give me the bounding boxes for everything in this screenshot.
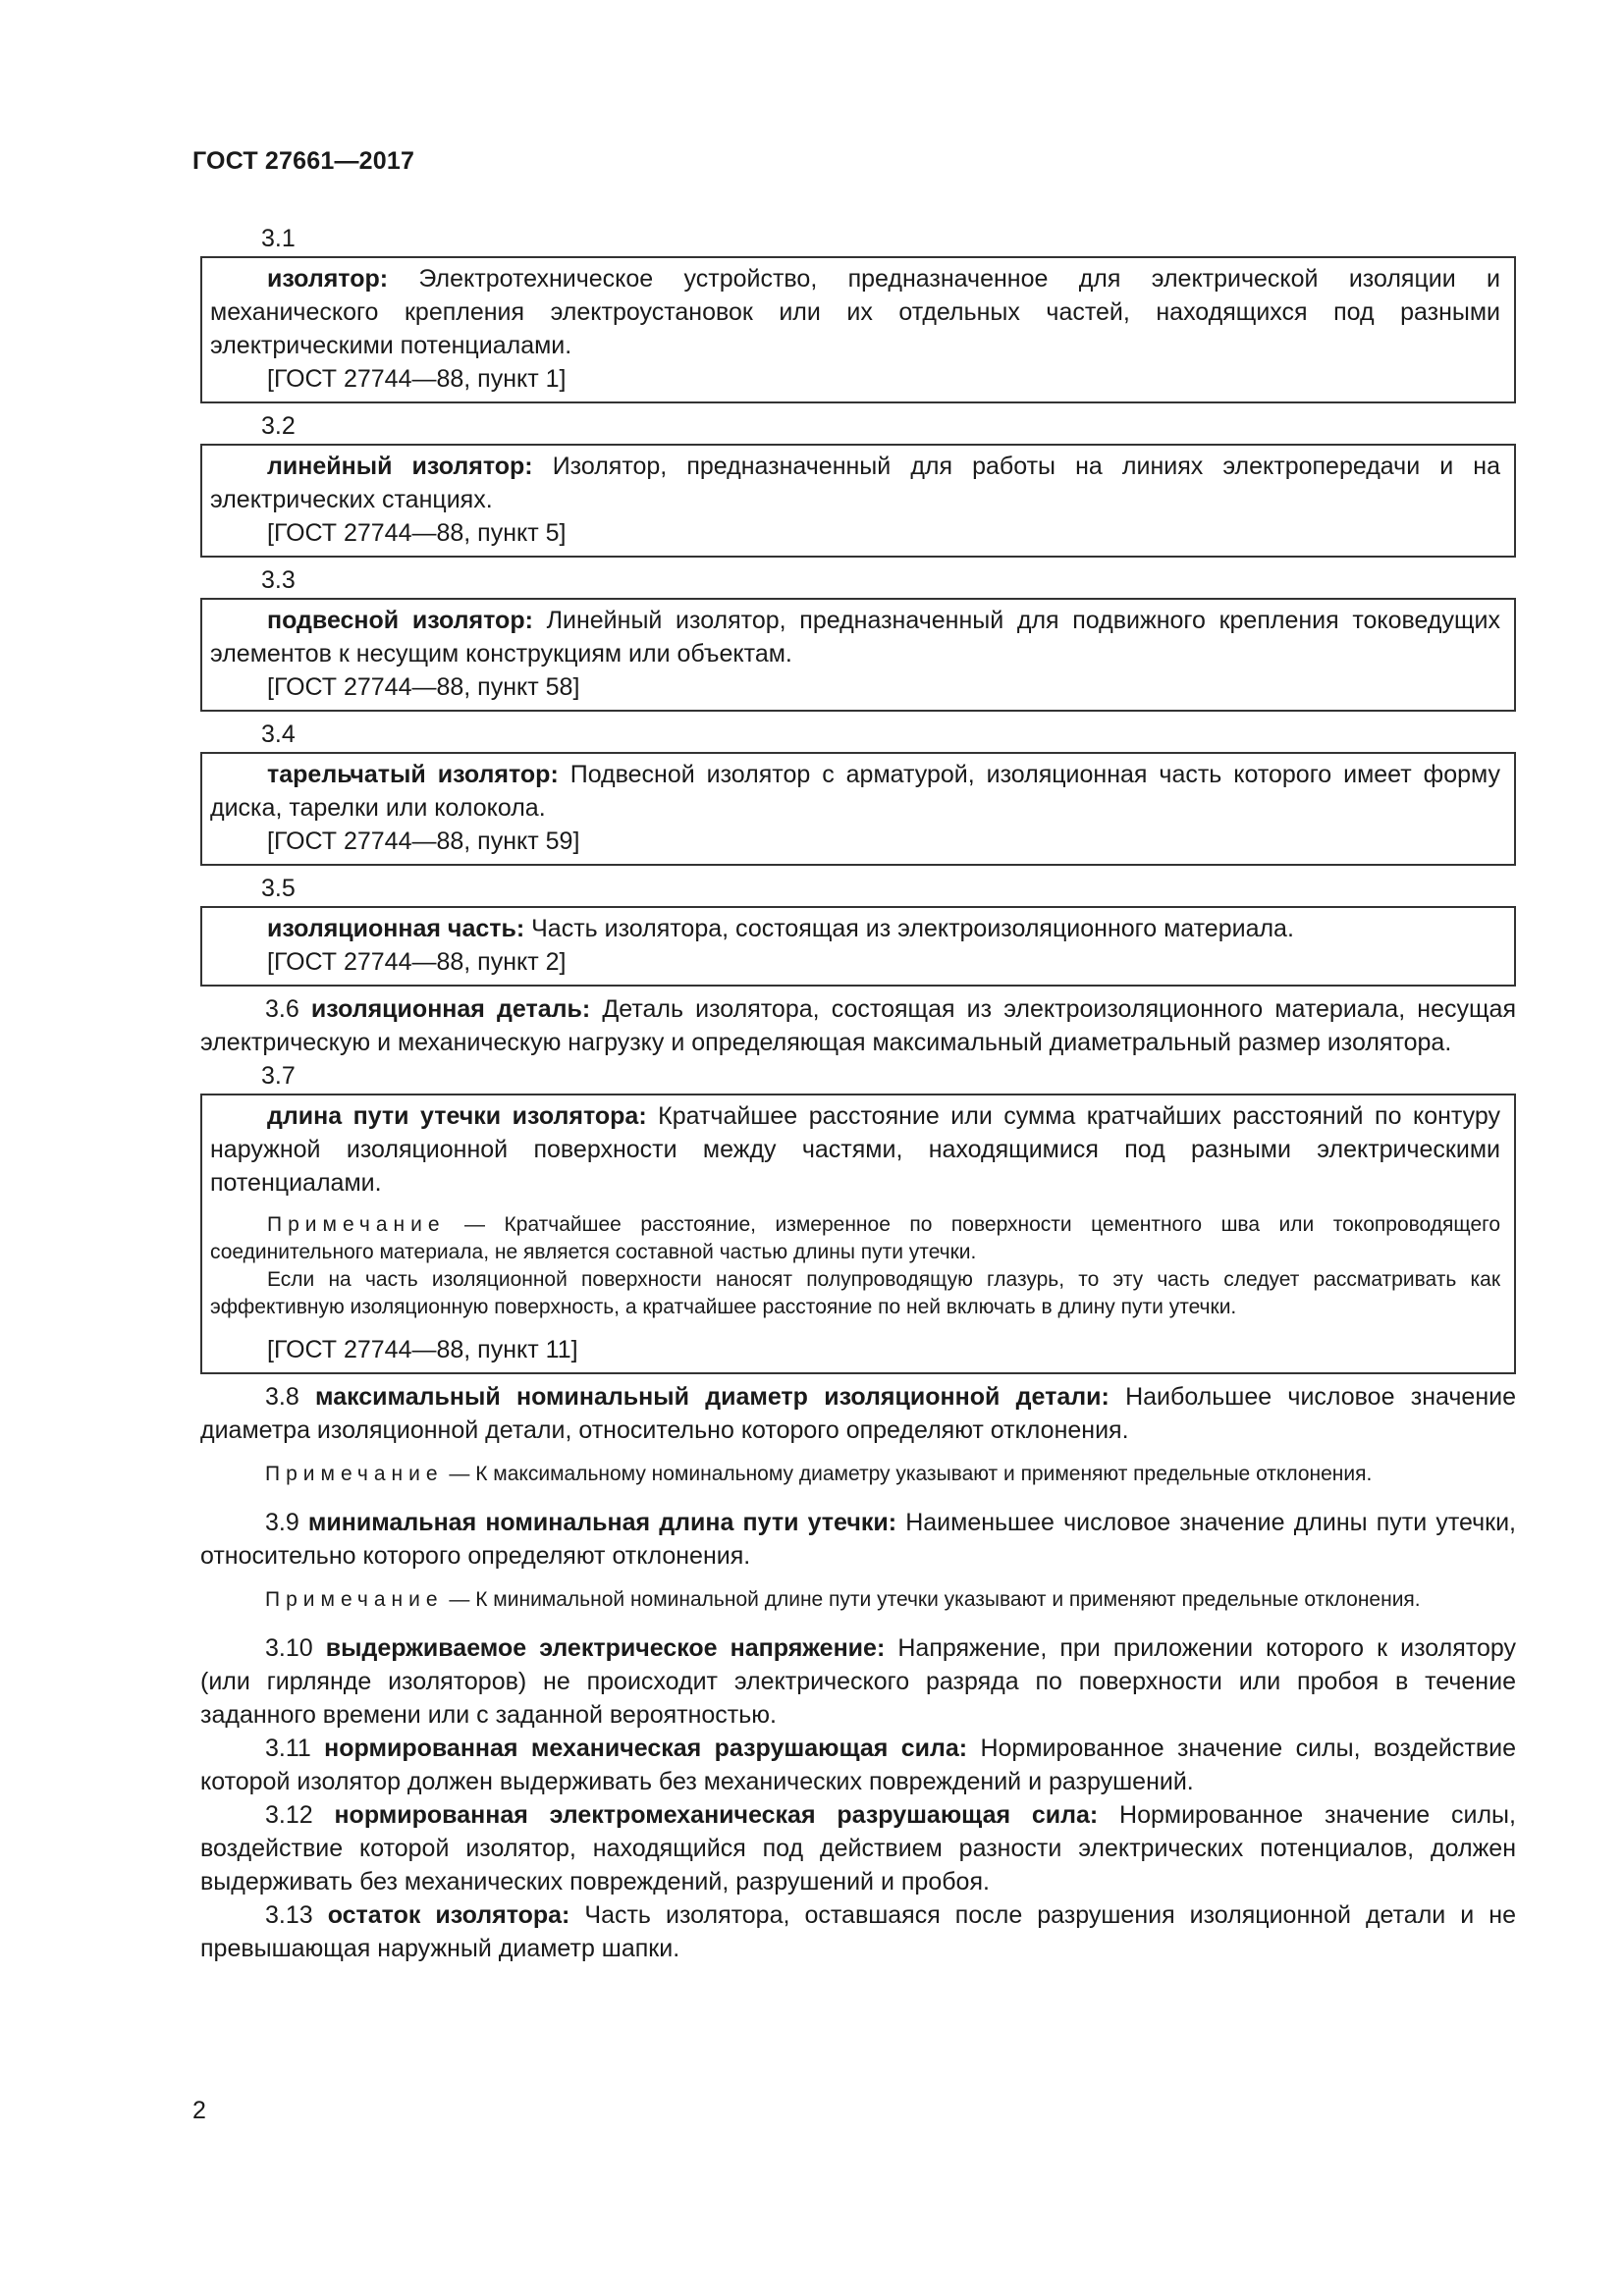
term-paragraph-3-11	[200, 1732, 1516, 1798]
term-definition	[210, 912, 1500, 945]
term-text: Нормированное значение силы, воздействие которой изолятор должен выдерживать без механических повреждений и разрушений.	[200, 1735, 1516, 1795]
term-number: 3.12	[265, 1801, 335, 1829]
term-text: Подвесной изолятор с арматурой, изоляционная часть которого имеет форму диска, тарелки или колокола.	[210, 761, 1500, 822]
term-box-3-7	[200, 1094, 1516, 1374]
term-definition	[210, 1099, 1500, 1200]
note-label: Примечание	[267, 1213, 446, 1236]
term-name: длина пути утечки изолятора:	[267, 1102, 647, 1130]
term-paragraph-3-10	[200, 1631, 1516, 1732]
term-name: выдерживаемое электрическое напряжение:	[325, 1634, 886, 1662]
term-name: изоляционная деталь:	[310, 995, 591, 1023]
term-paragraph-3-12	[200, 1798, 1516, 1898]
term-name: остаток изолятора:	[327, 1901, 570, 1929]
term-name: нормированная механическая разрушающая сила:	[324, 1735, 968, 1762]
term-number: 3.8	[265, 1383, 316, 1411]
page-number: 2	[192, 2097, 206, 2124]
term-name: изоляционная часть:	[267, 915, 525, 942]
term-name: максимальный номинальный диаметр изоляционной детали:	[315, 1383, 1110, 1411]
term-box-3-5	[200, 906, 1516, 987]
term-reference: [ГОСТ 27744—88, пункт 2]	[267, 948, 567, 976]
term-reference: [ГОСТ 27744—88, пункт 5]	[267, 519, 567, 547]
term-text: Наименьшее числовое значение длины пути утечки, относительно которого определяют отклонения.	[200, 1509, 1516, 1570]
term-text: Наибольшее числовое значение диаметра изоляционной детали, относительно которого определяют отклонения.	[200, 1383, 1516, 1444]
term-name: минимальная номинальная длина пути утечки:	[307, 1509, 897, 1536]
note-text-2: Если на часть изоляционной поверхности наносят полупроводящую глазурь, то эту часть следует рассматривать как эффективную изоляционную поверхность, а кратчайшее расстояние по ней включать в длину пути утечки.	[210, 1268, 1500, 1318]
term-number: 3.9	[265, 1509, 308, 1536]
term-reference: [ГОСТ 27744—88, пункт 1]	[267, 365, 567, 393]
term-number: 3.4	[261, 721, 296, 748]
note-text: — К максимальному номинальному диаметру указывают и применяют предельные отклонения.	[443, 1463, 1373, 1485]
term-text: Линейный изолятор, предназначенный для подвижного крепления токоведущих элементов к несущим конструкциям или объектам.	[210, 607, 1500, 667]
term-text: Часть изолятора, состоящая из электроизоляционного материала.	[524, 915, 1294, 942]
term-number: 3.7	[261, 1062, 296, 1090]
term-number: 3.11	[265, 1735, 325, 1762]
term-box-3-3	[200, 598, 1516, 712]
term-definition	[210, 604, 1500, 670]
term-name: подвесной изолятор:	[267, 607, 533, 634]
term-name: нормированная электромеханическая разрушающая сила:	[334, 1801, 1099, 1829]
note-text: — Кратчайшее расстояние, измеренное по поверхности цементного шва или токопроводящего соединительного материала, не является составной частью длины пути утечки.	[210, 1213, 1500, 1263]
term-note	[200, 1461, 1516, 1488]
term-box-3-4	[200, 752, 1516, 866]
note-line	[210, 1211, 1500, 1266]
term-reference: [ГОСТ 27744—88, пункт 58]	[267, 673, 580, 701]
term-paragraph-3-13	[200, 1898, 1516, 1965]
term-paragraph-3-9	[200, 1506, 1516, 1573]
term-text: Деталь изолятора, состоящая из электроизоляционного материала, несущая электрическую и механическую нагрузку и определяющая максимальный диаметральный размер изолятора.	[200, 995, 1516, 1056]
term-number: 3.3	[261, 566, 296, 594]
term-text: Кратчайшее расстояние или сумма кратчайших расстояний по контуру наружной изоляционной поверхности между частями, находящимися под разными электрическими потенциалами.	[210, 1102, 1500, 1197]
term-paragraph-3-8	[200, 1380, 1516, 1447]
document-header: ГОСТ 27661—2017	[192, 147, 415, 175]
term-number: 3.2	[261, 412, 296, 440]
term-number: 3.5	[261, 875, 296, 902]
term-reference: [ГОСТ 27744—88, пункт 59]	[267, 828, 580, 855]
term-note	[200, 1586, 1516, 1614]
term-paragraph-3-6	[200, 992, 1516, 1059]
term-text: Часть изолятора, оставшаяся после разрушения изоляционной детали и не превышающая наружный диаметр шапки.	[200, 1901, 1516, 1962]
term-number: 3.10	[265, 1634, 326, 1662]
note-label: Примечание	[265, 1588, 444, 1611]
term-text: Напряжение, при приложении которого к изолятору (или гирлянде изоляторов) не происходит электрического разряда по поверхности или пробоя в течение заданного времени или с заданной вероятностью.	[200, 1634, 1516, 1729]
term-definition	[210, 758, 1500, 825]
term-text: Изолятор, предназначенный для работы на линиях электропередачи и на электрических станциях.	[210, 453, 1500, 513]
term-definition	[210, 450, 1500, 516]
term-name: изолятор:	[267, 265, 389, 293]
term-text: Нормированное значение силы, воздействие которой изолятор, находящийся под действием разности электрических потенциалов, должен выдерживать без механических повреждений, разрушений и пробоя.	[200, 1801, 1516, 1896]
term-box-3-1	[200, 256, 1516, 403]
term-number: 3.1	[261, 225, 296, 252]
term-text: Электротехническое устройство, предназначенное для электрической изоляции и механического крепления электроустановок или их отдельных частей, находящихся под разными электрическими потенциалами.	[210, 265, 1500, 359]
term-note	[210, 1211, 1500, 1321]
note-text: — К минимальной номинальной длине пути утечки указывают и применяют предельные отклонения.	[443, 1588, 1421, 1611]
term-box-3-2	[200, 444, 1516, 558]
note-label: Примечание	[265, 1463, 444, 1485]
terms-section	[200, 222, 1516, 1965]
term-number: 3.6	[265, 995, 311, 1023]
term-number: 3.13	[265, 1901, 328, 1929]
term-name: линейный изолятор:	[267, 453, 533, 480]
term-name: тарельчатый изолятор:	[267, 761, 559, 788]
term-reference: [ГОСТ 27744—88, пункт 11]	[267, 1336, 578, 1363]
term-definition	[210, 262, 1500, 362]
